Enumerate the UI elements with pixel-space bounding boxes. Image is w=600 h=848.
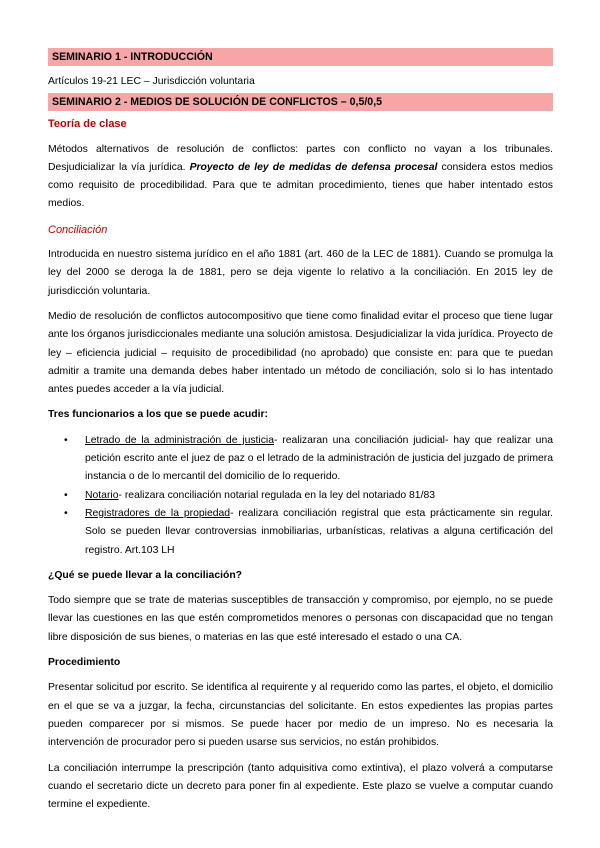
paragraph-metodos-emphasis: Proyecto de ley de medidas de defensa procesal — [189, 161, 438, 173]
list-item-term: Notario — [85, 489, 119, 501]
paragraph-metodos-text-a: Métodos alternativos de resolución de conflictos: partes con conflicto no vayan a los tribunales. Desjudicializar la vía jurídica. — [48, 143, 553, 173]
paragraph-metodos — [48, 141, 553, 214]
paragraph-introducida: Introducida en nuestro sistema jurídico en el año 1881 (art. 460 de la LEC de 1881). Cuando se promulga la ley del 2000 se deroga la de 1881, pero se deja vigente lo relativo a la conciliación. En 2015 ley de jurisdicción voluntaria. — [48, 249, 553, 297]
bullet-icon: • — [64, 434, 68, 446]
subheading-conciliacion: Conciliación — [48, 223, 108, 236]
list-item-term: Registradores de la propiedad — [85, 507, 231, 519]
bullet-icon: • — [64, 489, 68, 501]
seminario-1-reference: Artículos 19-21 LEC – Jurisdicción voluntaria — [48, 76, 255, 87]
list-item-text: - realizaran una conciliación judicial- hay que realizar una petición escrito ante el juez de paz o el letrado de la administración de justicia del juzgado de primera instancia o de lo mercantil del domicilio de lo requerido. — [85, 434, 554, 483]
heading-que-llevar: ¿Qué se puede llevar a la conciliación? — [48, 569, 243, 581]
paragraph-presentar-solicitud: Presentar solicitud por escrito. Se identifica al requirente y al requerido como las partes, el objeto, el domicilio en el que se va a juzgar, la fecha, circunstancias del solicitante. En estos expedientes las propias partes pueden comparecer por si mismos. Se puede hacer por medio de un impreso. No es necesaria la intervención de procurador pero si pueden usarse sus servicios, no están prohibidos. — [48, 682, 553, 749]
bullet-icon: • — [64, 507, 68, 519]
document-body — [48, 48, 553, 814]
list-item — [48, 432, 553, 487]
paragraph-metodos-text-c: considera estos medios como requisito de procedibilidad. Para que te admitan procedimiento, tienes que haber intentado estos medios. — [48, 161, 553, 210]
list-item — [48, 487, 553, 505]
list-item-text: - realizara conciliación notarial regulada en la ley del notariado 81/83 — [118, 489, 436, 501]
list-item — [48, 505, 553, 560]
paragraph-interrumpe-prescripcion: La conciliación interrumpe la prescripción (tanto adquisitiva como extintiva), el plazo volverá a computarse cuando el secretario dicte un decreto para poner fin al expediente. Este plazo se vuelve a computar cuando termine el expediente. — [48, 762, 553, 811]
section-heading-seminario-1: SEMINARIO 1 - INTRODUCCIÓN — [48, 48, 553, 66]
funcionarios-list — [48, 432, 553, 560]
section-heading-seminario-2: SEMINARIO 2 - MEDIOS DE SOLUCIÓN DE CONFLICTOS – 0,5/0,5 — [48, 93, 553, 111]
paragraph-todo-siempre: Todo siempre que se trate de materias susceptibles de transacción y compromiso, por ejemplo, no se puede llevar las cuestiones en las que estén comprometidos menores o personas con discapacidad que no tengan libre disposición de sus bienes, o materias en las que esté interesado el estado o una CA. — [48, 595, 553, 643]
heading-funcionarios: Tres funcionarios a los que se puede acudir: — [48, 409, 268, 421]
heading-procedimiento: Procedimiento — [48, 657, 121, 669]
subheading-teoria: Teoría de clase — [48, 118, 127, 131]
paragraph-medio-resolucion: Medio de resolución de conflictos autocompositivo que tiene como finalidad evitar el proceso que tiene lugar ante los órganos jurisdiccionales mediante una solución amistosa. Desjudicializar la vida jurídica. Proyecto de ley – eficiencia judicial – requisito de procedibilidad (no aprobado) que consiste en: para que te puedan admitir a tramite una demanda debes haber intentado un método de conciliación, solo si lo has intentado antes puedes acceder a la vía judicial. — [48, 310, 553, 396]
list-item-text: - realizara conciliación registral que esta prácticamente sin regular. Solo se pueden llevar controversias inmobiliarias, urbanísticas, relativas a alguna certificación del registro. Art.103 LH — [85, 507, 554, 556]
list-item-term: Letrado de la administración de justicia — [85, 434, 275, 446]
